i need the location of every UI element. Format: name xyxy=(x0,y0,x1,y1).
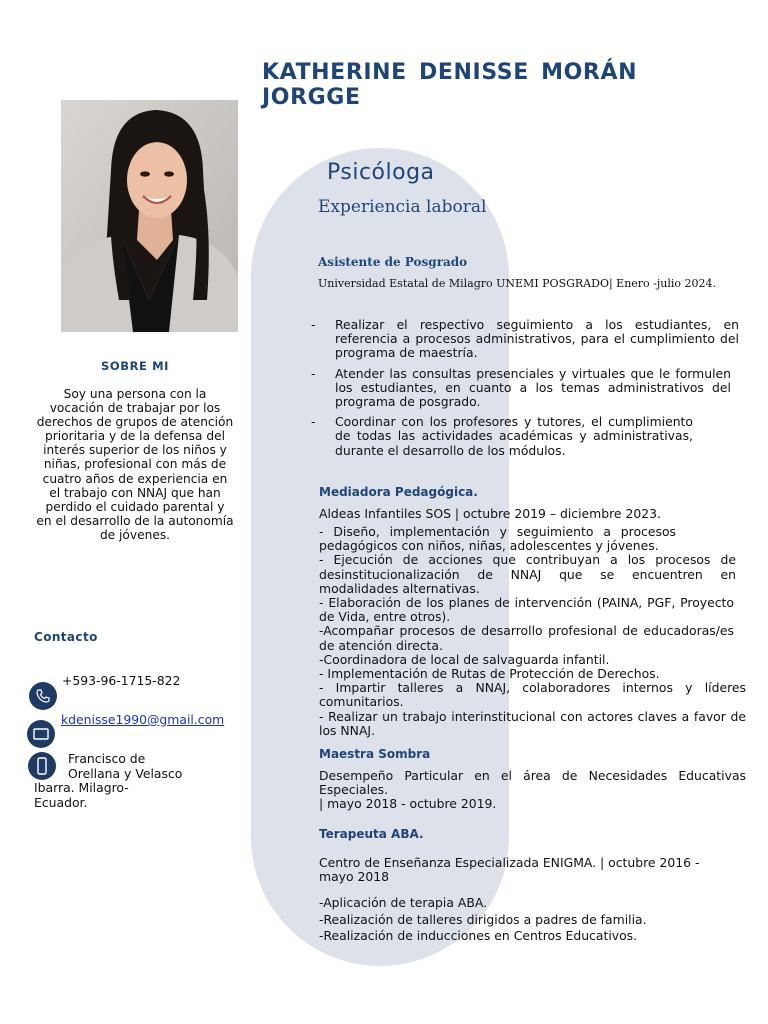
list-item: -Aplicación de terapia ABA. xyxy=(319,895,488,910)
email-link[interactable]: kdenisse1990@gmail.com xyxy=(61,712,225,727)
list-item: -Coordinadora de local de salvaguarda infantil. xyxy=(319,651,610,667)
job-title: Terapeuta ABA. xyxy=(319,827,424,841)
job-organization: Aldeas Infantiles SOS | octubre 2019 – diciembre 2023. xyxy=(319,506,661,521)
job-organization: Universidad Estatal de Milagro UNEMI POSGRADO| Enero -julio 2024. xyxy=(318,277,717,290)
job-duties-list xyxy=(319,525,746,738)
job-organization: Centro de Enseñanza Especializada ENIGMA. | octubre 2016 - mayo 2018 xyxy=(319,855,700,885)
job-title: Mediadora Pedagógica. xyxy=(319,485,478,499)
list-item: - Atender las consultas presenciales y virtuales que le formulen los estudiantes, en cuanto a los temas administrativos del programa de posgrado. xyxy=(311,365,731,410)
job-duties-list xyxy=(319,895,739,945)
list-item: - Diseño, implementación y seguimiento a procesos pedagógicos con niños, niñas, adolescentes y jóvenes. xyxy=(319,524,676,554)
mobile-icon xyxy=(28,752,56,780)
address-line: Francisco de xyxy=(68,751,146,766)
list-item: -Realización de talleres dirigidos a padres de familia. xyxy=(319,911,647,927)
address-line: Ibarra. Milagro- xyxy=(34,780,129,795)
list-item: -Realización de inducciones en Centros Educativos. xyxy=(319,928,638,943)
job-organization: Desempeño Particular en el área de Necesidades Educativas Especiales. xyxy=(319,768,746,798)
candidate-name: KATHERINE DENISSE MORÁN JORGGE xyxy=(262,60,638,110)
job-dates: | mayo 2018 - octubre 2019. xyxy=(319,796,497,811)
job-title: Asistente de Posgrado xyxy=(318,255,468,269)
list-item: - Ejecución de acciones que contribuyan a los procesos de desinstitucionalización de NNAJ que se encuentren en modalidades alternativas. xyxy=(319,552,736,596)
envelope-icon xyxy=(27,720,55,748)
address-line: Ecuador. xyxy=(34,795,88,810)
profession-title: Psicóloga xyxy=(327,160,435,185)
job-title: Maestra Sombra xyxy=(319,747,431,761)
profile-photo xyxy=(61,100,238,332)
address-line: Orellana y Velasco xyxy=(68,766,183,781)
list-item: - Realizar un trabajo interinstitucional con actores claves a favor de los NNAJ. xyxy=(319,708,746,738)
job-duties-list xyxy=(311,318,739,464)
about-section-title: SOBRE MI xyxy=(100,359,170,373)
about-text: Soy una persona con la vocación de trabajar por los derechos de grupos de atención prioritaria y de la defensa del interés superior de los niños y niñas, profesional con más de cuatro años de experiencia en el trabajo con NNAJ que han perdido el cuidado parental y en el desarrollo de la autonomía de jóvenes. xyxy=(36,387,234,542)
list-item: - Coordinar con los profesores y tutores, el cumplimiento de todas las actividades académicas y administrativas, durante el desarrollo de los módulos. xyxy=(311,414,693,458)
phone-number: +593-96-1715-822 xyxy=(62,673,181,688)
list-item: - Impartir talleres a NNAJ, colaboradores internos y líderes comunitarios. xyxy=(319,680,746,710)
list-item: - Elaboración de los planes de intervención (PAINA, PGF, Proyecto de Vida, entre otros). xyxy=(319,595,734,625)
contact-section-title: Contacto xyxy=(34,630,98,644)
list-item: -Acompañar procesos de desarrollo profesional de educadoras/es de atención directa. xyxy=(319,623,734,653)
phone-icon xyxy=(29,682,57,710)
list-item: - Implementación de Rutas de Protección de Derechos. xyxy=(319,666,660,682)
experience-section-title: Experiencia laboral xyxy=(318,197,487,217)
list-item: - Realizar el respectivo seguimiento a los estudiantes, en referencia a procesos administrativos, para el cumplimiento del programa de maestría. xyxy=(311,317,739,361)
